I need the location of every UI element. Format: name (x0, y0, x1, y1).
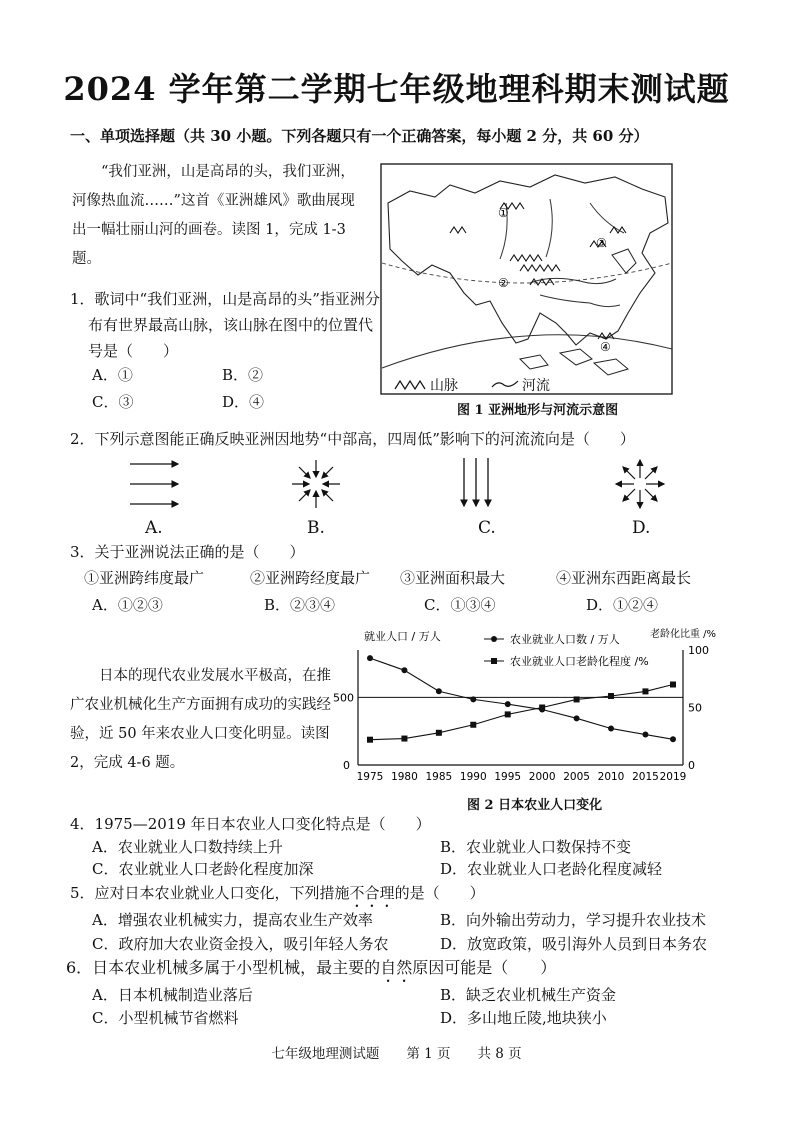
legend-label-1: 农业就业人口数 / 万人 (510, 633, 620, 646)
series-2-point (436, 730, 442, 736)
x-tick-label: 2005 (563, 771, 590, 783)
map-marker-4: ④ (600, 340, 611, 354)
q4-option-d[interactable]: D．农业就业人口老龄化程度减轻 (440, 860, 663, 878)
series-1-point (505, 701, 511, 707)
series-1-point (367, 655, 373, 661)
q4-option-a[interactable]: A．农业就业人口数持续上升 (92, 838, 283, 856)
figure-1-caption: 图 1 亚洲地形与河流示意图 (457, 403, 619, 418)
x-tick-label: 1975 (356, 771, 384, 783)
q5-emphasis: 不合理 (349, 884, 395, 902)
q6-option-c[interactable]: C．小型机械节省燃料 (92, 1009, 239, 1027)
river-legend-icon (490, 378, 520, 390)
series-2-point (367, 737, 373, 743)
series-2-point (642, 688, 648, 694)
asia-map-figure (380, 163, 673, 395)
q6-option-a[interactable]: A．日本机械制造业落后 (92, 986, 253, 1004)
q4-option-c[interactable]: C．农业就业人口老龄化程度加深 (92, 860, 314, 878)
series-1-point (642, 732, 648, 738)
q1-option-d[interactable]: D．④ (222, 393, 265, 411)
x-tick-label: 2019 (659, 771, 687, 783)
q1-option-c[interactable]: C．③ (92, 393, 134, 411)
legend-mountain-label: 山脉 (430, 378, 458, 394)
q5-option-b[interactable]: B．向外输出劳动力，学习提升农业技术 (440, 911, 707, 929)
x-tick-label: 2000 (528, 771, 556, 783)
section-heading: 一、单项选择题（共 30 小题。下列各题只有一个正确答案，每小题 2 分，共 60 分） (70, 127, 649, 145)
question-2-stem: 2．下列示意图能正确反映亚洲因地势“中部高，四周低”影响下的河流流向是（ ） (70, 430, 635, 448)
right-axis-label: 老龄化比重 /% (650, 629, 717, 640)
japan-agri-population-chart (333, 625, 728, 790)
q2-inward-arrows-icon (290, 458, 342, 510)
series-2-point (574, 696, 580, 702)
x-tick-label: 1995 (494, 771, 522, 783)
x-tick-label: 1985 (425, 771, 453, 783)
question-1-stem: 1．歌词中“我们亚洲，山是高昂的头”指亚洲分布有世界最高山脉，该山脉在图中的位置代号是（ ） (70, 290, 380, 360)
q6-option-b[interactable]: B．缺乏农业机械生产资金 (440, 986, 617, 1004)
q1-option-a[interactable]: A．① (92, 366, 133, 384)
question-6-stem (66, 955, 556, 986)
right-tick-label: 0 (688, 759, 695, 772)
legend-label-2: 农业就业人口老龄化程度 /% (510, 655, 649, 668)
figure-2-caption: 图 2 日本农业人口变化 (467, 798, 603, 813)
intro-passage-1: “我们亚洲，山是高昂的头，我们亚洲，河像热血流……”这首《亚洲雄风》歌曲展现出一幅壮丽山河的画卷。读图 1，完成 1-3 题。 (72, 164, 355, 267)
q5-stem-end: 的是（ ） (394, 884, 485, 902)
legend-river-label: 河流 (522, 378, 550, 394)
series-2-point (539, 705, 545, 711)
series-1-point (608, 725, 614, 731)
question-4-stem: 4．1975—2019 年日本农业人口变化特点是（ ） (70, 815, 431, 833)
x-tick-label: 1980 (391, 771, 418, 783)
series-2-point (470, 722, 476, 728)
q2-option-c[interactable]: C. (478, 518, 496, 538)
map-marker-2: ② (498, 276, 509, 290)
q3-option-d[interactable]: D．①②④ (586, 596, 659, 614)
series-1-point (436, 688, 442, 694)
x-tick-label: 2010 (597, 771, 625, 783)
question-5-stem (70, 882, 485, 911)
left-tick-label: 0 (343, 759, 350, 772)
x-tick-label: 1990 (459, 771, 487, 783)
x-tick-label: 2015 (632, 771, 659, 783)
series-2-point (608, 693, 614, 699)
legend-marker-1 (491, 636, 497, 642)
q6-option-d[interactable]: D．多山地丘陵,地块狭小 (440, 1009, 607, 1027)
left-tick-label: 500 (333, 691, 354, 705)
q2-downward-arrows-icon (458, 456, 498, 512)
right-tick-label: 100 (688, 644, 709, 657)
q3-option-a[interactable]: A．①②③ (92, 596, 163, 614)
q2-option-b[interactable]: B. (307, 518, 325, 538)
right-tick-label: 50 (688, 701, 702, 715)
q2-option-d[interactable]: D. (632, 518, 651, 538)
q6-emphasis: 自然 (380, 958, 413, 977)
question-3-stem: 3．关于亚洲说法正确的是（ ） (70, 543, 305, 561)
q3-statement-3: ③亚洲面积最大 (400, 569, 506, 587)
series-line-1 (370, 658, 673, 739)
map-marker-1: ① (498, 206, 509, 220)
q3-option-b[interactable]: B．②③④ (264, 596, 336, 614)
q5-option-d[interactable]: D．放宽政策，吸引海外人员到日本务农 (440, 935, 708, 953)
series-2-point (505, 711, 511, 717)
q3-statement-4: ④亚洲东西距离最长 (556, 569, 692, 587)
series-1-point (574, 715, 580, 721)
q6-stem-part: 6．日本农业机械多属于小型机械，最主要的 (66, 958, 381, 977)
q3-statement-1: ①亚洲跨纬度最广 (84, 569, 205, 587)
q2-outward-arrows-icon (614, 458, 666, 510)
q3-option-c[interactable]: C．①③④ (424, 596, 496, 614)
series-1-point (470, 696, 476, 702)
mountain-legend-icon (393, 377, 433, 391)
series-2-point (401, 736, 407, 742)
q5-option-a[interactable]: A．增强农业机械实力，提高农业生产效率 (92, 911, 373, 929)
q6-stem-end: 原因可能是（ ） (412, 958, 557, 977)
q5-stem-part: 5．应对日本农业就业人口变化，下列措施 (70, 884, 350, 902)
legend-marker-2 (491, 658, 497, 664)
q2-parallel-arrows-icon (128, 456, 184, 512)
map-marker-3: ③ (596, 236, 607, 250)
left-axis-label: 就业人口 / 万人 (364, 630, 441, 643)
page-footer: 七年级地理测试题 第 1 页 共 8 页 (271, 1046, 522, 1062)
q4-option-b[interactable]: B．农业就业人口数保持不变 (440, 838, 632, 856)
series-1-point (670, 736, 676, 742)
page-title: 2024 学年第二学期七年级地理科期末测试题 (63, 70, 730, 108)
q3-statement-2: ②亚洲跨经度最广 (250, 569, 371, 587)
q2-option-a[interactable]: A. (145, 518, 163, 538)
intro-passage-2: 日本的现代农业发展水平极高，在推广农业机械化生产方面拥有成功的实践经验，近 50 年来农业人口变化明显。读图 2，完成 4-6 题。 (70, 668, 331, 771)
q1-option-b[interactable]: B．② (222, 366, 264, 384)
q5-option-c[interactable]: C．政府加大农业资金投入，吸引年轻人务农 (92, 935, 389, 953)
series-1-point (401, 667, 407, 673)
series-2-point (670, 682, 676, 688)
